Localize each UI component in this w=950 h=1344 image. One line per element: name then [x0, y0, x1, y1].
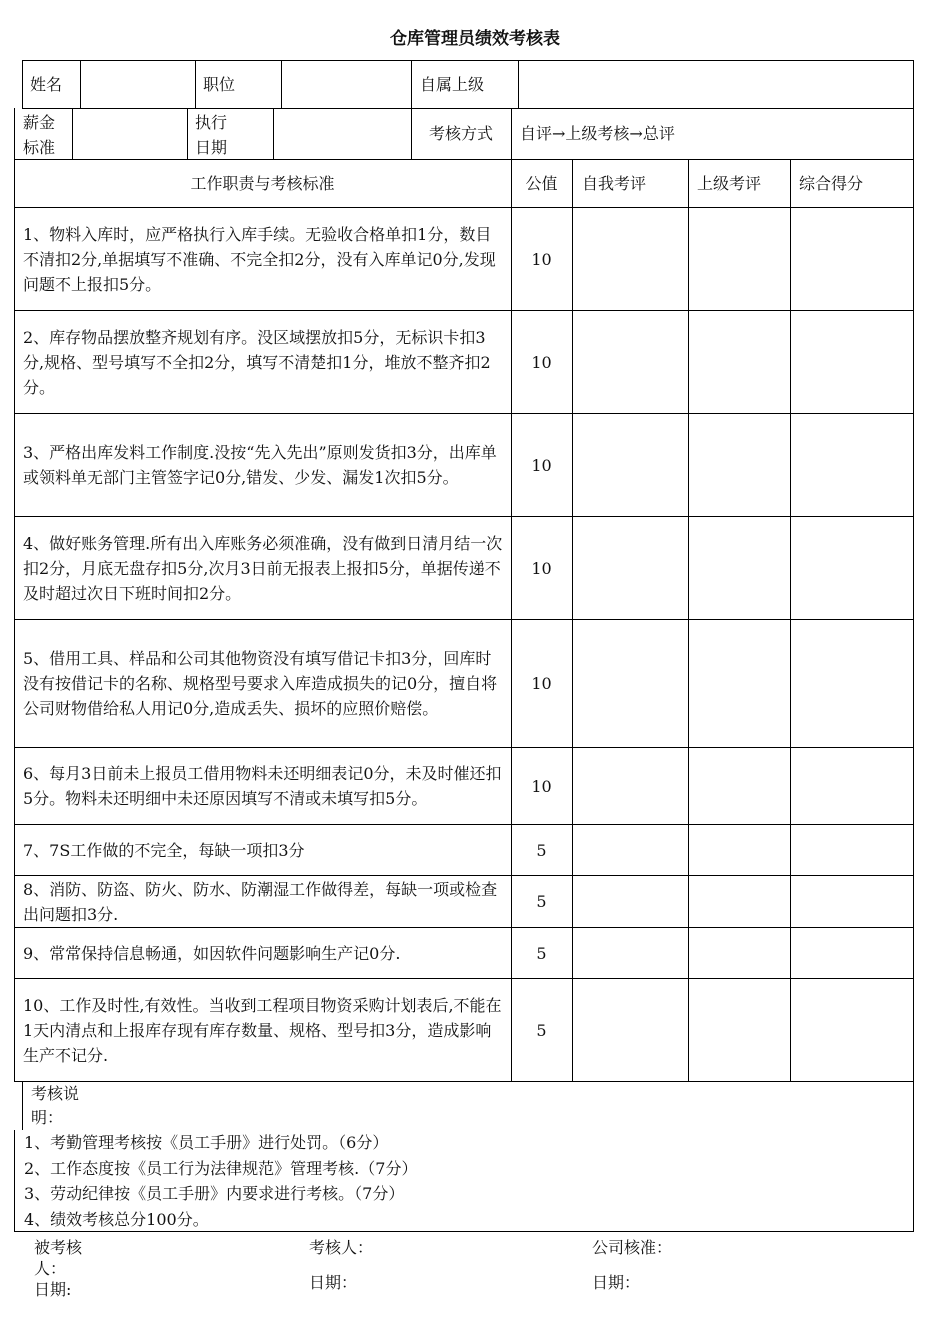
table-row-duty: 8、消防、防盗、防火、防水、防潮湿工作做得差，每缺一项或检查出问题扣3分.: [23, 879, 498, 924]
table-row-duty: 4、做好账务管理.所有出入库账务必须准确，没有做到日清月结一次扣2分，月底无盘存扣5分,次月3日前无报表上报扣5分，单据传递不及时超过次日下班时间扣2分。: [23, 533, 503, 603]
assessee-signature: [34, 1237, 82, 1300]
self-eval-cell[interactable]: [573, 620, 688, 747]
table-row-weight: 10: [531, 352, 552, 372]
page-title: 仓库管理员绩效考核表: [390, 29, 560, 49]
salary-label-line2: 标准: [23, 138, 56, 157]
header-superior-eval: 上级考评: [697, 173, 762, 193]
self-eval-cell[interactable]: [573, 517, 688, 619]
self-eval-cell[interactable]: [573, 208, 688, 310]
name-label: 姓名: [30, 74, 63, 94]
superior-eval-cell[interactable]: [689, 876, 790, 927]
table-row-weight: 10: [531, 558, 552, 578]
total-score-cell[interactable]: [791, 979, 913, 1081]
table-row-weight: 5: [536, 892, 547, 911]
self-eval-cell[interactable]: [573, 928, 688, 978]
total-score-cell[interactable]: [791, 208, 913, 310]
assessor-label: 考核人：: [309, 1238, 374, 1257]
name-field[interactable]: [81, 61, 194, 107]
table-row-weight: 10: [531, 455, 552, 475]
self-eval-cell[interactable]: [573, 979, 688, 1081]
list-item: 1、考勤管理考核按《员工手册》进行处罚。（6分）: [24, 1133, 389, 1152]
table-row-weight: 5: [536, 1020, 547, 1040]
total-score-cell[interactable]: [791, 748, 913, 824]
company-approval-label: 公司核准：: [592, 1238, 673, 1257]
salary-field[interactable]: [73, 109, 186, 158]
superior-eval-cell[interactable]: [689, 620, 790, 747]
table-row-duty: 10、工作及时性,有效性。当收到工程项目物资采购计划表后,不能在1天内清点和上报库存现有库存数量、规格、型号扣3分，造成影响生产不记分.: [23, 995, 502, 1065]
header-weight: 公值: [525, 173, 558, 193]
assessee-label-line2: 人：: [34, 1259, 67, 1278]
salary-label: [23, 110, 55, 160]
superior-eval-cell[interactable]: [689, 517, 790, 619]
superior-eval-cell[interactable]: [689, 414, 790, 516]
total-score-cell[interactable]: [791, 825, 913, 875]
table-row-duty: 3、严格出库发料工作制度.没按“先入先出”原则发货扣3分，出库单或领料单无部门主管签字记0分,错发、少发、漏发1次扣5分。: [23, 443, 497, 487]
superior-label: 自属上级: [420, 74, 485, 94]
header-self-eval: 自我考评: [582, 173, 647, 193]
self-eval-cell[interactable]: [573, 311, 688, 413]
table-row-weight: 10: [531, 249, 552, 269]
assessee-date-label: 日期:: [34, 1280, 72, 1299]
company-date-label: 日期：: [592, 1273, 641, 1292]
notes-heading-line2: 明：: [31, 1108, 64, 1127]
table-row-weight: 5: [536, 840, 547, 860]
notes-heading: [31, 1082, 79, 1130]
self-eval-cell[interactable]: [573, 825, 688, 875]
total-score-cell[interactable]: [791, 311, 913, 413]
position-field[interactable]: [282, 61, 410, 107]
superior-eval-cell[interactable]: [689, 825, 790, 875]
header-total-score: 综合得分: [799, 173, 864, 193]
total-score-cell[interactable]: [791, 620, 913, 747]
list-item: 2、工作态度按《员工行为法律规范》管理考核.（7分）: [24, 1158, 418, 1178]
exec-date-label: [195, 110, 227, 160]
exec-date-label-line2: 日期: [195, 138, 228, 157]
table-row-duty: 5、借用工具、样品和公司其他物资没有填写借记卡扣3分，回库时没有按借记卡的名称、规格型号要求入库造成损失的记0分，擅自将公司财物借给私人用记0分,造成丢失、损坏的应照价赔偿。: [23, 649, 498, 718]
list-item: 4、绩效考核总分100分。: [24, 1209, 209, 1229]
superior-eval-cell[interactable]: [689, 748, 790, 824]
table-row-weight: 5: [536, 943, 547, 963]
superior-eval-cell[interactable]: [689, 311, 790, 413]
table-row-weight: 10: [531, 674, 552, 693]
self-eval-cell[interactable]: [573, 414, 688, 516]
list-item: 3、劳动纪律按《员工手册》内要求进行考核。（7分）: [24, 1184, 405, 1203]
superior-eval-cell[interactable]: [689, 928, 790, 978]
assessee-label-line1: 被考核: [34, 1238, 83, 1257]
superior-eval-cell[interactable]: [689, 979, 790, 1081]
notes-list: [24, 1130, 417, 1232]
assessor-date-label: 日期：: [309, 1273, 358, 1292]
self-eval-cell[interactable]: [573, 748, 688, 824]
salary-label-line1: 薪金: [23, 113, 56, 132]
superior-field[interactable]: [519, 61, 912, 107]
self-eval-cell[interactable]: [573, 876, 688, 927]
total-score-cell[interactable]: [791, 517, 913, 619]
table-row-duty: 7、7S工作做的不完全，每缺一项扣3分: [23, 840, 305, 860]
table-row-duty: 2、库存物品摆放整齐规划有序。没区域摆放扣5分，无标识卡扣3分,规格、型号填写不全扣2分，填写不清楚扣1分，堆放不整齐扣2分。: [23, 327, 491, 397]
superior-eval-cell[interactable]: [689, 208, 790, 310]
table-row-duty: 9、常常保持信息畅通，如因软件问题影响生产记0分.: [23, 943, 401, 963]
exec-date-field[interactable]: [274, 109, 410, 158]
table-row-duty: 1、物料入库时，应严格执行入库手续。无验收合格单扣1分，数目不清扣2分,单据填写不准确、不完全扣2分，没有入库单记0分,发现问题不上报扣5分。: [23, 224, 496, 294]
total-score-cell[interactable]: [791, 876, 913, 927]
method-label: 考核方式: [428, 124, 493, 143]
method-value: 自评→上级考核→总评: [520, 124, 675, 143]
total-score-cell[interactable]: [791, 928, 913, 978]
exec-date-label-line1: 执行: [195, 113, 228, 132]
notes-heading-line1: 考核说: [31, 1084, 80, 1103]
position-label: 职位: [203, 74, 236, 94]
table-row-weight: 10: [531, 776, 552, 796]
header-duty: 工作职责与考核标准: [190, 173, 335, 193]
total-score-cell[interactable]: [791, 414, 913, 516]
table-row-duty: 6、每月3日前未上报员工借用物料未还明细表记0分，未及时催还扣5分。物料未还明细中未还原因填写不清或未填写扣5分。: [23, 764, 502, 808]
